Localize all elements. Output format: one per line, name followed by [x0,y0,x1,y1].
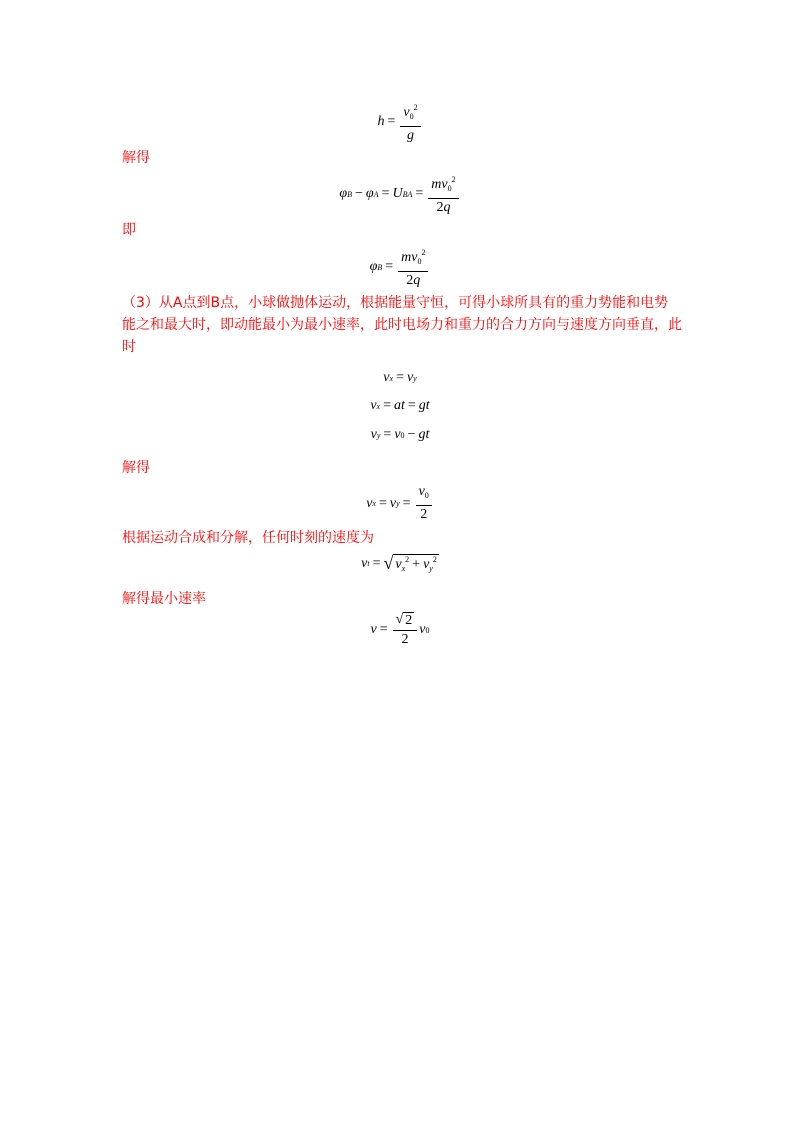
equation-vx-vy-half: v x = v y = $\frac{v_0}{2}$ [0,484,800,523]
text-line-2: 即 [122,222,136,238]
equation-vy: v y = v 0 − gt [370,427,430,442]
text-line-5: 根据运动合成和分解，任何时刻的速度为 [122,530,374,546]
equation-h: h = $\frac{v_0^2}{g}$ [0,100,800,144]
text-paragraph-3: （3）从A点到B点，小球做抛体运动，根据能量守恒，可得小球所具有的重力势能和电势能之和最大时，即动能最小为最小速率，此时电场力和重力的合力方向与速度方向垂直，此时 [122,295,682,355]
text-line-1: 解得 [122,150,150,166]
equation-vx: v x = at = gt [370,398,430,413]
equation-potential-b: φ B = $\frac{mv_0^2}{2q}$ [0,245,800,289]
equation-min-speed: v = √ 2 2 v 0 [370,612,430,647]
equation-vt: v t = √ $v_x^2 + v_y^2$ [361,553,437,573]
text-line-4: 解得 [122,460,150,476]
equation-potential-difference: φ B − φ A = U BA = $\frac{mv_0^2}{2q}$ [0,172,800,216]
equation-vx-equals-vy: v x = v y [383,370,417,385]
text-line-6: 解得最小速率 [122,591,206,607]
